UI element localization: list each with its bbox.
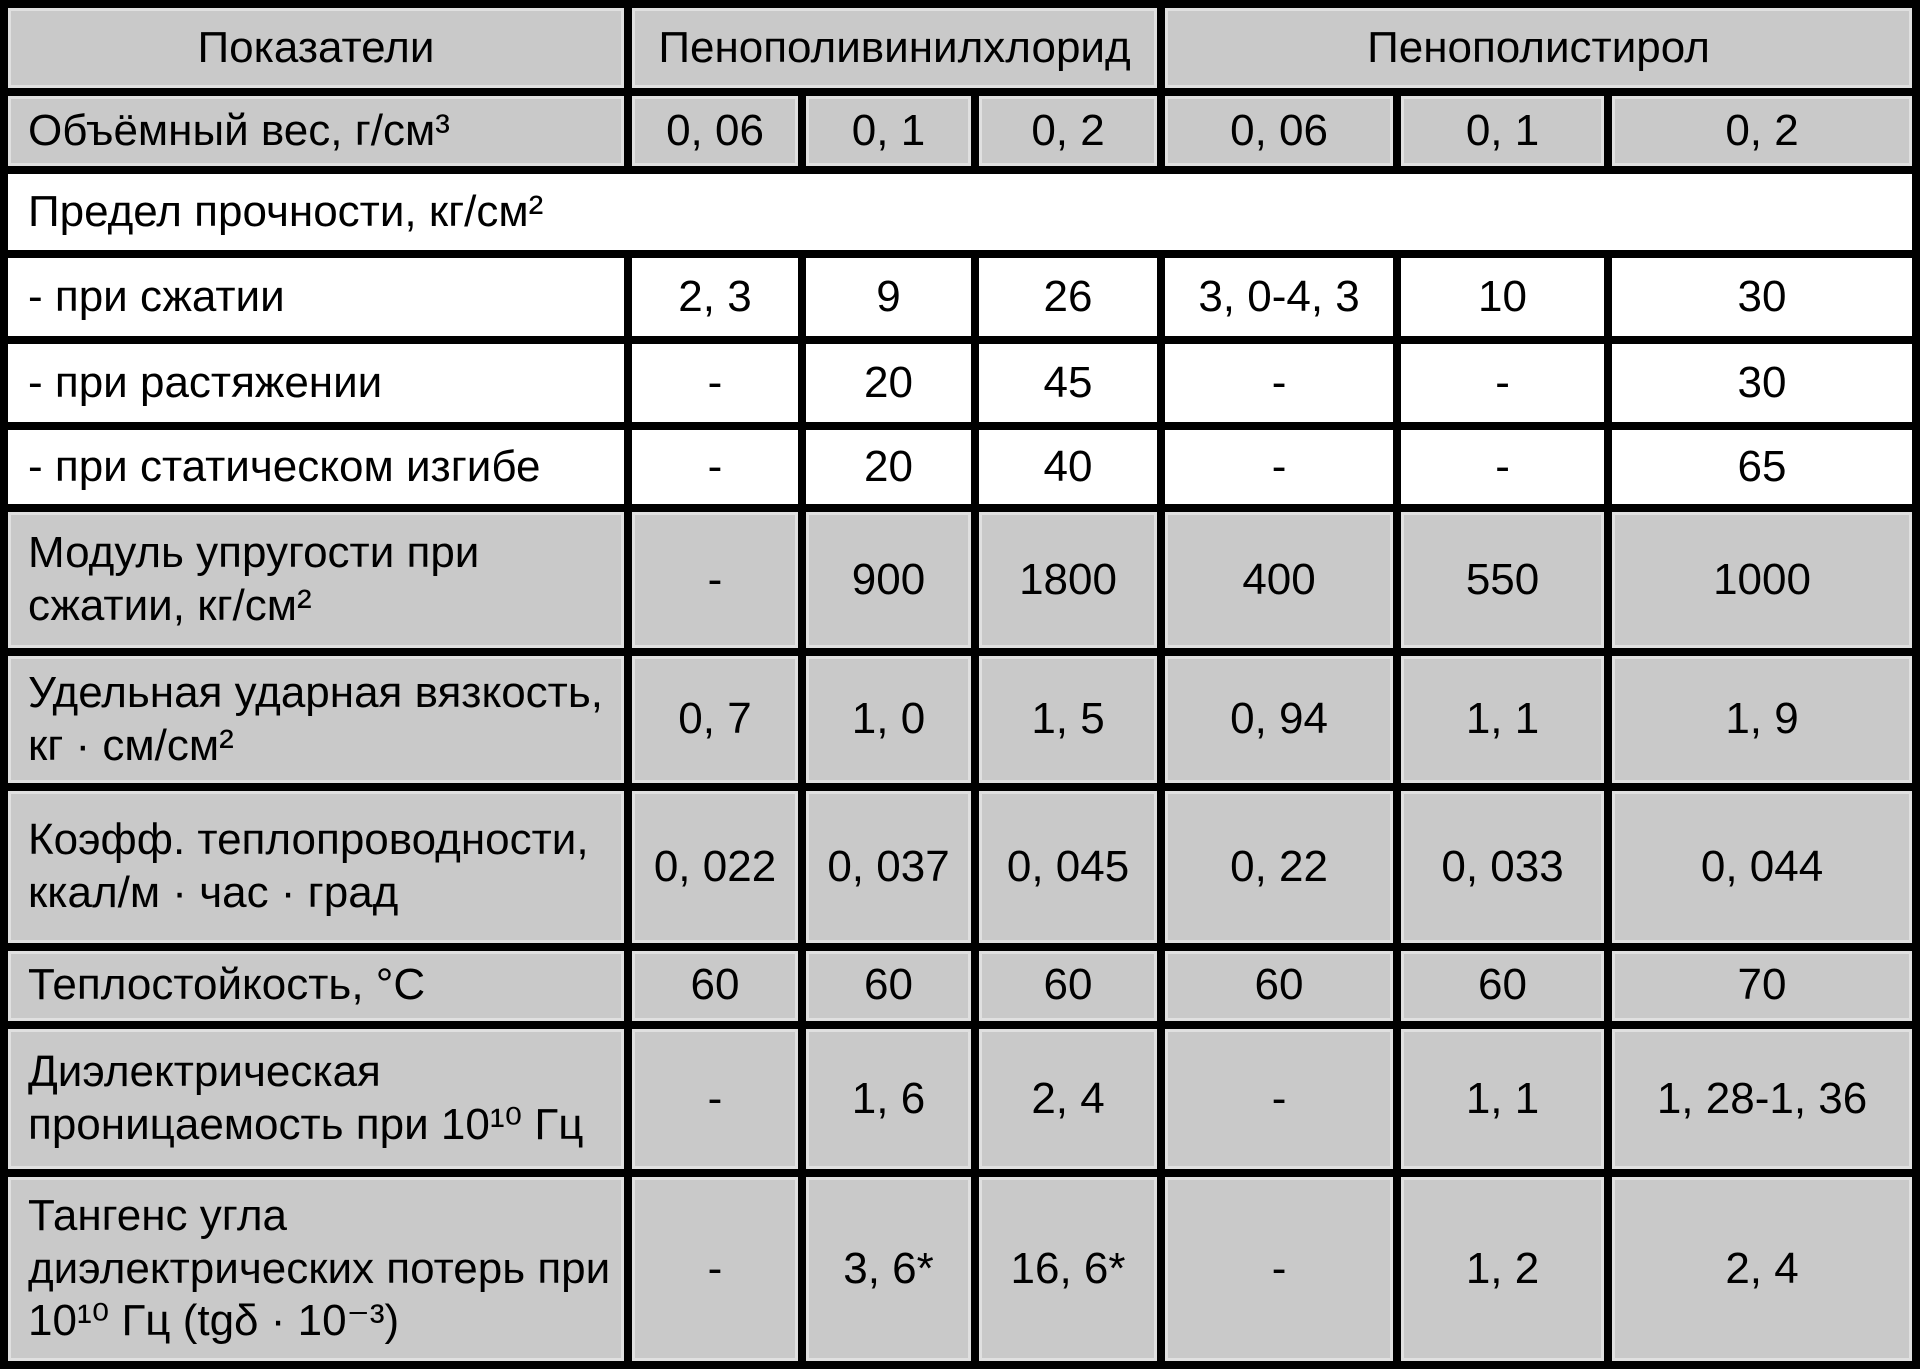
- value-cell: 1, 1: [1397, 1025, 1608, 1173]
- table-row: [4, 426, 1916, 508]
- value-cell: 3, 0-4, 3: [1161, 254, 1397, 340]
- value-cell: 0, 06: [628, 92, 802, 170]
- value-cell: -: [1161, 426, 1397, 508]
- value-cell: 0, 7: [628, 652, 802, 787]
- value-cell: 0, 037: [802, 787, 975, 946]
- value-cell: -: [1397, 426, 1608, 508]
- value-cell: -: [1161, 340, 1397, 426]
- value-cell: 40: [975, 426, 1161, 508]
- value-cell: 10: [1397, 254, 1608, 340]
- value-cell: 0, 033: [1397, 787, 1608, 946]
- value-cell: 0, 94: [1161, 652, 1397, 787]
- value-cell: -: [1161, 1025, 1397, 1173]
- table-row: [4, 92, 1916, 170]
- value-cell: 550: [1397, 508, 1608, 652]
- value-cell: 0, 06: [1161, 92, 1397, 170]
- value-cell: 0, 045: [975, 787, 1161, 946]
- table-row: [4, 947, 1916, 1025]
- table-row: [4, 1025, 1916, 1173]
- value-cell: -: [628, 1173, 802, 1365]
- row-label-dielectric-permittivity: Диэлектрическая проницаемость при 10¹⁰ Гц: [4, 1025, 628, 1173]
- value-cell: 2, 4: [975, 1025, 1161, 1173]
- value-cell: 1000: [1608, 508, 1916, 652]
- value-cell: 1, 2: [1397, 1173, 1608, 1365]
- value-cell: 60: [1161, 947, 1397, 1025]
- value-cell: 30: [1608, 340, 1916, 426]
- value-cell: 65: [1608, 426, 1916, 508]
- table-row: [4, 254, 1916, 340]
- value-cell: 1, 6: [802, 1025, 975, 1173]
- value-cell: 60: [1397, 947, 1608, 1025]
- row-label-compression: - при сжатии: [4, 254, 628, 340]
- table-row: [4, 787, 1916, 946]
- value-cell: -: [1397, 340, 1608, 426]
- row-label-thermal-conductivity: Коэфф. теплопроводности, ккал/м · час · град: [4, 787, 628, 946]
- table-row: [4, 652, 1916, 787]
- value-cell: -: [628, 508, 802, 652]
- value-cell: 3, 6*: [802, 1173, 975, 1365]
- row-label-elastic-modulus: Модуль упругости при сжатии, кг/см²: [4, 508, 628, 652]
- value-cell: 45: [975, 340, 1161, 426]
- value-cell: 0, 2: [1608, 92, 1916, 170]
- value-cell: 26: [975, 254, 1161, 340]
- value-cell: 1, 5: [975, 652, 1161, 787]
- row-label-heat-resistance: Теплостойкость, °С: [4, 947, 628, 1025]
- value-cell: 400: [1161, 508, 1397, 652]
- value-cell: 2, 4: [1608, 1173, 1916, 1365]
- row-label-loss-tangent: Тангенс угла диэлектрических потерь при 10¹⁰ Гц (tgδ · 10⁻³): [4, 1173, 628, 1365]
- column-header-indicators: Показатели: [4, 4, 628, 92]
- row-label-tension: - при растяжении: [4, 340, 628, 426]
- value-cell: 0, 1: [802, 92, 975, 170]
- value-cell: 9: [802, 254, 975, 340]
- table-row: [4, 1173, 1916, 1365]
- value-cell: -: [1161, 1173, 1397, 1365]
- value-cell: 1, 1: [1397, 652, 1608, 787]
- section-row: [4, 170, 1916, 254]
- section-label-tensile-strength: Предел прочности, кг/см²: [4, 170, 1916, 254]
- value-cell: -: [628, 1025, 802, 1173]
- value-cell: 0, 1: [1397, 92, 1608, 170]
- value-cell: 30: [1608, 254, 1916, 340]
- value-cell: 0, 2: [975, 92, 1161, 170]
- value-cell: 900: [802, 508, 975, 652]
- value-cell: 2, 3: [628, 254, 802, 340]
- table-row: [4, 508, 1916, 652]
- header-row: [4, 4, 1916, 92]
- value-cell: 1, 28-1, 36: [1608, 1025, 1916, 1173]
- value-cell: 70: [1608, 947, 1916, 1025]
- value-cell: 60: [802, 947, 975, 1025]
- value-cell: -: [628, 426, 802, 508]
- value-cell: 20: [802, 426, 975, 508]
- row-label-static-bending: - при статическом изгибе: [4, 426, 628, 508]
- value-cell: 60: [975, 947, 1161, 1025]
- group-header-pvc-foam: Пенополивинилхлорид: [628, 4, 1161, 92]
- value-cell: 20: [802, 340, 975, 426]
- value-cell: 0, 022: [628, 787, 802, 946]
- value-cell: 1800: [975, 508, 1161, 652]
- table-row: [4, 340, 1916, 426]
- group-header-polystyrene-foam: Пенополистирол: [1161, 4, 1916, 92]
- value-cell: 16, 6*: [975, 1173, 1161, 1365]
- row-label-density: Объёмный вес, г/см³: [4, 92, 628, 170]
- value-cell: -: [628, 340, 802, 426]
- row-label-impact-strength: Удельная ударная вязкость, кг · см/см²: [4, 652, 628, 787]
- value-cell: 60: [628, 947, 802, 1025]
- value-cell: 0, 044: [1608, 787, 1916, 946]
- value-cell: 1, 9: [1608, 652, 1916, 787]
- value-cell: 1, 0: [802, 652, 975, 787]
- value-cell: 0, 22: [1161, 787, 1397, 946]
